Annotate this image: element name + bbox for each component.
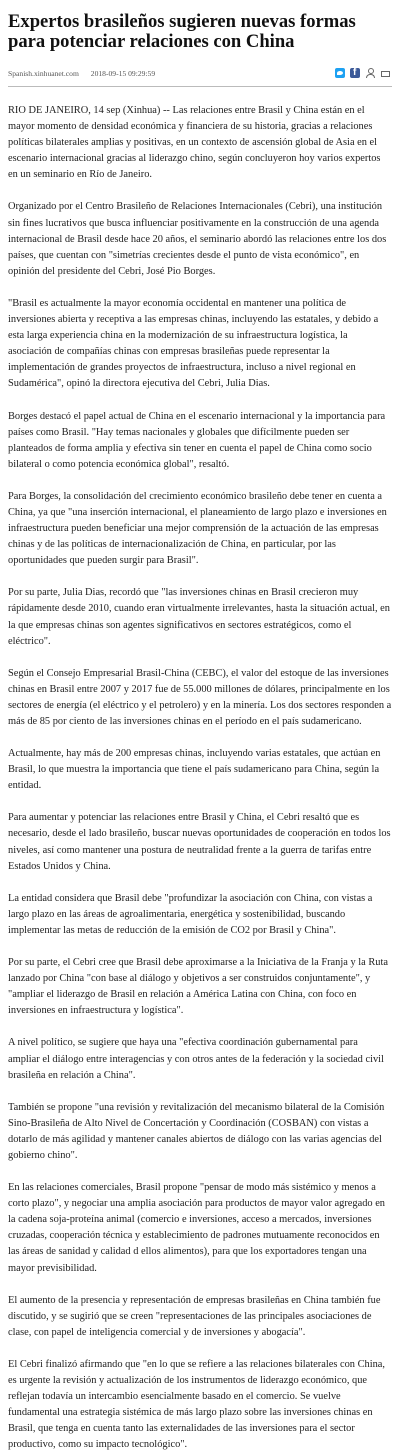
paragraph: Para Borges, la consolidación del crecimiento económico brasileño debe tener en cuenta a China, ya que "una inserción internacional, el planeamiento de largo plazo e inversiones en infraestructura pueden beneficiar una mejor comprensión de la actuación de las empresas chinas y de las políticas de internacionalización de China, en particular, por las oportunidades que pueden surgir para Brasil". (8, 490, 387, 567)
paragraph: El aumento de la presencia y representación de empresas brasileñas en China también fue discutido, y se sugirió que se creen "representaciones de las principales asociaciones de clase, con papel de inteligencia comercial y de inversiones y abogacía". (8, 1294, 381, 1338)
paragraph: En las relaciones comerciales, Brasil propone "pensar de modo más sistémico y menos a corto plazo", y negociar una amplia asociación para productos de mayor valor agregado en la cadena soja-proteína animal (comercio e inversiones, acceso a mercados, inversiones cruzadas, cooperación técnica y establecimiento de padrones mutuamente reconocidos en las áreas de sanidad y calidad d ellos alimentos), para que los exportadores tengan una mayor previsibilidad. (8, 1182, 385, 1274)
paragraph: Según el Consejo Empresarial Brasil-China (CEBC), el valor del estoque de las inversiones chinas en Brasil entre 2007 y 2017 fue de 55.000 millones de dólares, principalmente en los sectores de energía (el eléctrico y el petrolero) y en la minería. Los dos sectores responden a más de 85 por ciento de las inversiones chinas en el período en el país sudamericano. (8, 667, 392, 727)
divider (8, 86, 392, 87)
paragraph: Para aumentar y potenciar las relaciones entre Brasil y China, el Cebri resaltó que es necesario, desde el lado brasileño, buscar nuevas oportunidades de cooperación en todos los niveles, así como mantener una postura de neutralidad frente a la guerra de tarifas entre Estados Unidos y China. (8, 812, 391, 872)
facebook-icon[interactable] (350, 68, 360, 78)
publish-date: 2018-09-15 09:29:59 (90, 68, 156, 78)
source-label: Spanish.xinhuanet.com (8, 68, 79, 78)
paragraph: Organizado por el Centro Brasileño de Relaciones Internacionales (Cebri), una institución sin fines lucrativos que busca influenciar positivamente en la construcción de una agenda internacional de Brasil desde hace 20 años, el seminario abordó las relaciones entre los dos países, que cuentan con "simetrías crecientes desde el punto de vista económico", en opinión del presidente del Cebri, José Pio Borges. (8, 201, 387, 277)
article-body (8, 103, 392, 1453)
paragraph: También se propone "una revisión y revitalización del mecanismo bilateral de la Comisión Sino-Brasileña de Alto Nivel de Concertación y Coordinación (COSBAN) con vistas a dotarlo de más agilidad y mantener canales abiertos de diálogo con las varias agencias del gobierno chino". (8, 1101, 385, 1161)
article-title: Expertos brasileños sugieren nuevas formas para potenciar relaciones con China (8, 11, 356, 52)
paragraph: A nivel político, se sugiere que haya una "efectiva coordinación gubernamental para ampliar el diálogo entre interagencias y con otros antes de la federación y la sociedad civil brasileña en relación a China". (8, 1037, 384, 1081)
paragraph: La entidad considera que Brasil debe "profundizar la asociación con China, con vistas a largo plazo en las áreas de agroalimentaria, energética y sostenibilidad, buscando implementar las metas de reducción de la emisión de CO2 por Brasil y China". (8, 892, 373, 936)
person-icon[interactable] (365, 68, 375, 78)
paragraph: Actualmente, hay más de 200 empresas chinas, incluyendo varias estatales, que actúan en Brasil, lo que muestra la importancia que tiene el país sudamericano para China, según la entidad. (8, 748, 381, 792)
paragraph: Por su parte, el Cebri cree que Brasil debe aproximarse a la Iniciativa de la Franja y la Ruta lanzado por China "con base al diálogo y objetivos a ser construidos conjuntamente", y "ampliar el liderazgo de Brasil en relación a América Latina con China, con foco en inversiones en infraestructura y logística". (8, 957, 388, 1017)
paragraph: RIO DE JANEIRO, 14 sep (Xinhua) -- Las relaciones entre Brasil y China están en el mayor momento de densidad económica y financiera de su historia, gracias a relaciones políticas bilaterales amplias y positivas, en un contexto de ascensión global de Asia en el escenario internacional gracias al liderazgo chino, según concluyeron hoy varios expertos en un seminario en Río de Janeiro. (8, 105, 381, 181)
paragraph: Borges destacó el papel actual de China en el escenario internacional y la importancia para países como Brasil. "Hay temas nacionales y globales que difícilmente pueden ser planteados de forma amplia y efectiva sin tener en cuenta el papel de China como socio bilateral o como potencia económica global", resaltó. (8, 410, 386, 470)
paragraph: El Cebri finalizó afirmando que "en lo que se refiere a las relaciones bilaterales con China, es urgente la revisión y actualización de los instrumentos de liderazgo económico, que reflejan todavía un intercambio esencialmente basado en el comercio. Se vuelve fundamental una estrategia sistémica de más largo plazo sobre las inversiones chinas en Brasil, que tenga en cuenta tanto las externalidades de las inversiones para el sector productivo, como su impacto tecnológico". (8, 1358, 385, 1451)
share-bar (335, 68, 390, 78)
article-meta (8, 66, 392, 80)
twitter-icon[interactable] (335, 68, 345, 78)
print-icon[interactable] (380, 68, 390, 78)
byline (8, 69, 155, 78)
paragraph: Por su parte, Julia Dias, recordó que "las inversiones chinas en Brasil crecieron muy rápidamente desde 2010, cuando eran virtualmente irrelevantes, hasta la situación actual, en la que empresas chinas son agentes significativos en sectores estratégicos, como el eléctrico". (8, 587, 390, 647)
paragraph: "Brasil es actualmente la mayor economía occidental en mantener una política de inversiones abierta y receptiva a las empresas chinas, incluyendo las estatales, y debido a esta larga experiencia china en la modernización de su infraestructura logística, la asociación de compañías chinas con empresas brasileñas puede representar la implementación de grandes proyectos de infraestructura, incluso a nivel regional en Sudamérica", opinó la directora ejecutiva del Cebri, Julia Dias. (8, 297, 379, 390)
